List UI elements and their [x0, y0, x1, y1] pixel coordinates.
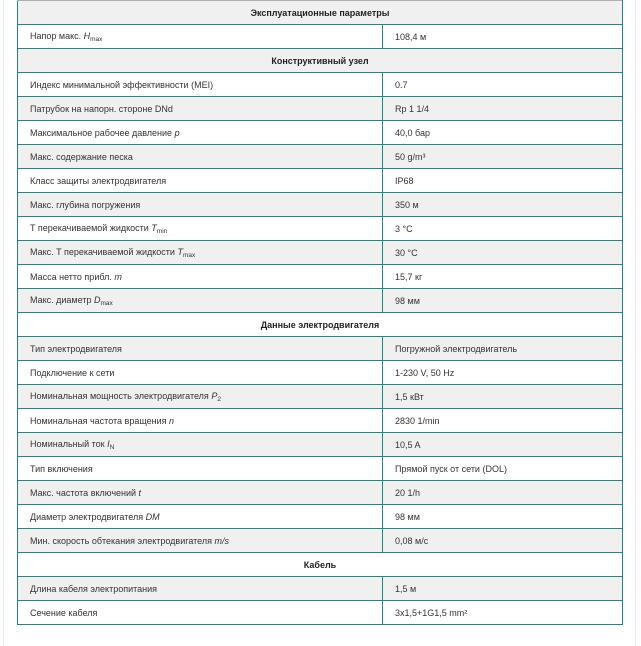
row-label: Макс. диаметр $D_{max}$ — [18, 289, 383, 313]
row-value: 1,5 кВт — [383, 385, 623, 409]
table-row — [18, 361, 623, 385]
table-row — [18, 481, 623, 505]
table-row — [18, 505, 623, 529]
row-value: 20 1/h — [383, 481, 623, 505]
table-row — [18, 289, 623, 313]
row-label: Диаметр электродвигателя DM — [18, 505, 383, 529]
row-label: Макс. T перекачиваемой жидкости $T_{max}$ — [18, 241, 383, 265]
row-label: Тип электродвигателя — [18, 337, 383, 361]
row-label: Мин. скорость обтекания электродвигателя m/s — [18, 529, 383, 553]
table-row — [18, 73, 623, 97]
row-label: Класс защиты электродвигателя — [18, 169, 383, 193]
table-row — [18, 145, 623, 169]
row-label: Тип включения — [18, 457, 383, 481]
section-title-cable: Кабель — [18, 553, 623, 577]
table-row — [18, 385, 623, 409]
row-label: Подключение к сети — [18, 361, 383, 385]
row-value: 10,5 A — [383, 433, 623, 457]
table-row — [18, 169, 623, 193]
row-value: 40,0 бар — [383, 121, 623, 145]
row-label: Масса нетто прибл. m — [18, 265, 383, 289]
row-value: 98 мм — [383, 505, 623, 529]
row-value: 3 °C — [383, 217, 623, 241]
section-header-row — [18, 313, 623, 337]
table-row — [18, 25, 623, 49]
row-label: Номинальный ток $I_N$ — [18, 433, 383, 457]
table-row — [18, 217, 623, 241]
row-label: Патрубок на напорн. стороне DNd — [18, 97, 383, 121]
table-row — [18, 529, 623, 553]
page-edge-left — [3, 0, 4, 646]
specifications-table — [17, 0, 623, 625]
page-edge-right — [635, 0, 636, 646]
row-value: 30 °C — [383, 241, 623, 265]
row-label: Напор макс. $H_{max}$ — [18, 25, 383, 49]
section-header-row — [18, 49, 623, 73]
row-label: Номинальная частота вращения n — [18, 409, 383, 433]
row-label: Макс. глубина погружения — [18, 193, 383, 217]
table-row — [18, 241, 623, 265]
row-value: 98 мм — [383, 289, 623, 313]
section-title-construction: Конструктивный узел — [18, 49, 623, 73]
row-value: 50 g/m³ — [383, 145, 623, 169]
table-row — [18, 193, 623, 217]
row-value: 2830 1/min — [383, 409, 623, 433]
table-row — [18, 601, 623, 625]
table-row — [18, 97, 623, 121]
table-row — [18, 457, 623, 481]
row-value: 3x1,5+1G1,5 mm² — [383, 601, 623, 625]
row-label: Сечение кабеля — [18, 601, 383, 625]
section-header-row — [18, 1, 623, 25]
row-label: Макс. содержание песка — [18, 145, 383, 169]
table-row — [18, 433, 623, 457]
table-row — [18, 409, 623, 433]
table-row — [18, 121, 623, 145]
row-value: Rp 1 1/4 — [383, 97, 623, 121]
row-label: Макс. частота включений t — [18, 481, 383, 505]
row-value: Прямой пуск от сети (DOL) — [383, 457, 623, 481]
row-value: 15,7 кг — [383, 265, 623, 289]
row-value: 0,08 м/с — [383, 529, 623, 553]
row-value: 1,5 м — [383, 577, 623, 601]
section-title-operating-params: Эксплуатационные параметры — [18, 1, 623, 25]
table-row — [18, 337, 623, 361]
section-title-motor-data: Данные электродвигателя — [18, 313, 623, 337]
row-value: 1-230 V, 50 Hz — [383, 361, 623, 385]
row-value: 108,4 м — [383, 25, 623, 49]
table-row — [18, 577, 623, 601]
row-value: Погружной электродвигатель — [383, 337, 623, 361]
row-label: Максимальное рабочее давление p — [18, 121, 383, 145]
row-label: Индекс минимальной эффективности (MEI) — [18, 73, 383, 97]
row-value: 0.7 — [383, 73, 623, 97]
row-label: Длина кабеля электропитания — [18, 577, 383, 601]
row-value: IP68 — [383, 169, 623, 193]
row-label: T перекачиваемой жидкости $T_{min}$ — [18, 217, 383, 241]
row-label: Номинальная мощность электродвигателя $P_2$ — [18, 385, 383, 409]
row-value: 350 м — [383, 193, 623, 217]
section-header-row — [18, 553, 623, 577]
table-row — [18, 265, 623, 289]
